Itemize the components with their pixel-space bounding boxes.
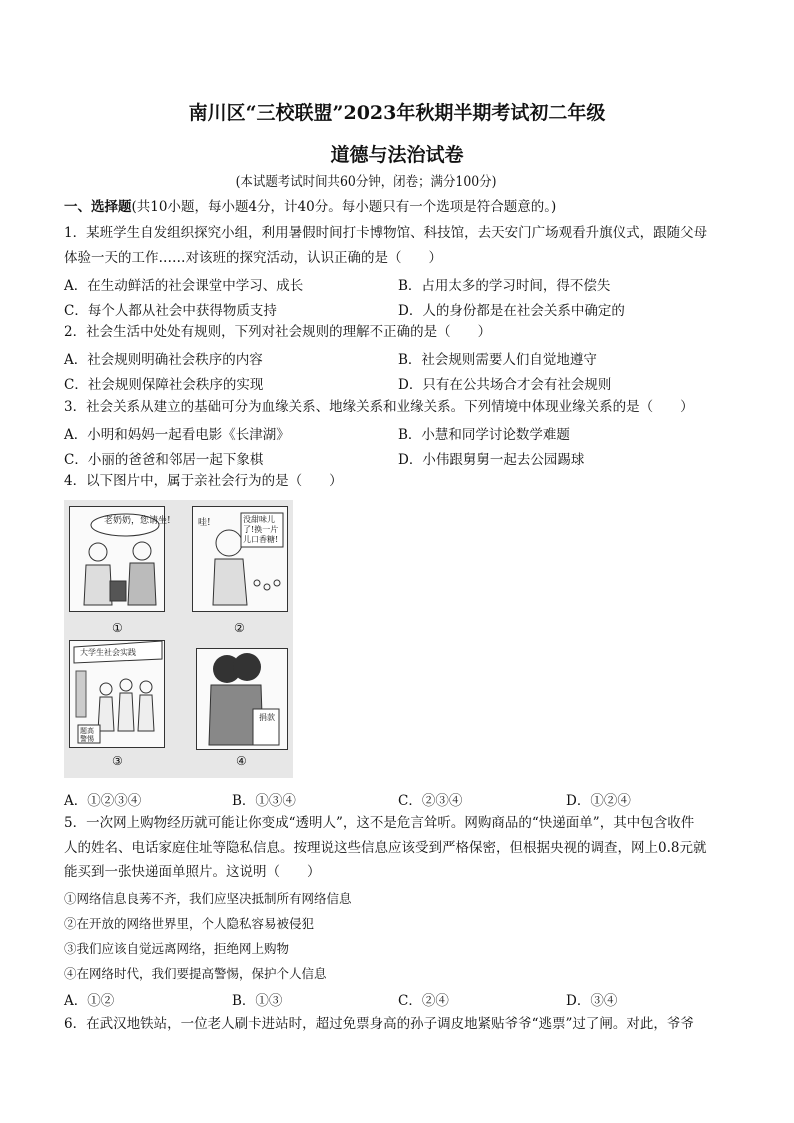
q1-option-a[interactable]: A．在生动鲜活的社会课堂中学习、成长 bbox=[64, 278, 304, 294]
q3-stem: 3．社会关系从建立的基础可分为血缘关系、地缘关系和业缘关系。下列情境中体现业缘关系的是（ ） bbox=[64, 399, 694, 415]
q5-statement-2: ②在开放的网络世界里，个人隐私容易被侵犯 bbox=[64, 916, 315, 931]
panel-4-box-label: 捐款 bbox=[259, 713, 275, 722]
q3-option-b[interactable]: B．小慧和同学讨论数学难题 bbox=[398, 427, 570, 443]
q4-stem: 4．以下图片中，属于亲社会行为的是（ ） bbox=[64, 473, 343, 489]
section-title: 一、选择题 bbox=[64, 199, 132, 215]
q1-stem-line2: 体验一天的工作……对该班的探究活动，认识正确的是（ ） bbox=[64, 250, 442, 266]
panel-1-speech: 老奶奶，您请坐! bbox=[104, 516, 171, 526]
q1-stem-line1: 1．某班学生自发组织探究小组，利用暑假时间打卡博物馆、科技馆，去天安门广场观看升旗仪式，跟随父母 bbox=[64, 225, 708, 241]
exam-note: (本试题考试时间共60分钟，闭卷；满分100分) bbox=[235, 174, 497, 190]
section-heading bbox=[64, 198, 556, 216]
q1-option-b[interactable]: B．占用太多的学习时间，得不偿失 bbox=[398, 278, 611, 294]
q5-option-d[interactable]: D．③④ bbox=[566, 993, 618, 1009]
q5-statement-3: ③我们应该自觉远离网络，拒绝网上购物 bbox=[64, 941, 290, 956]
panel-label-3: ③ bbox=[112, 754, 123, 768]
q5-stem-line1: 5．一次网上购物经历就可能让你变成“透明人”，这不是危言耸听。网购商品的“快递面单”，其中包含收件 bbox=[64, 815, 695, 831]
q5-stem-line3: 能买到一张快递面单照片。这说明（ ） bbox=[64, 864, 321, 880]
panel-label-1: ① bbox=[112, 621, 123, 635]
q4-option-c[interactable]: C．②③④ bbox=[398, 793, 463, 809]
q5-option-b[interactable]: B．①③ bbox=[232, 993, 283, 1009]
panel-4-drawing bbox=[197, 649, 287, 749]
q2-option-b[interactable]: B．社会规则需要人们自觉地遵守 bbox=[398, 352, 597, 368]
q6-stem-line1: 6．在武汉地铁站，一位老人刷卡进站时，超过免票身高的孙子调皮地紧贴爷爷“逃票”过了闸。对此，爷爷 bbox=[64, 1016, 694, 1032]
panel-2-exclaim: 哇! bbox=[198, 518, 211, 528]
q2-option-a[interactable]: A．社会规则明确社会秩序的内容 bbox=[64, 352, 263, 368]
q2-option-c[interactable]: C．社会规则保障社会秩序的实现 bbox=[64, 377, 264, 393]
panel-2-speech: 没甜味儿了!换一片儿口香糖! bbox=[243, 515, 279, 544]
comic-panel-1 bbox=[69, 506, 171, 612]
q1-option-c[interactable]: C．每个人都从社会中获得物质支持 bbox=[64, 303, 277, 319]
panel-label-2: ② bbox=[234, 621, 245, 635]
q3-option-c[interactable]: C．小丽的爸爸和邻居一起下象棋 bbox=[64, 452, 264, 468]
q5-statement-1: ①网络信息良莠不齐，我们应坚决抵制所有网络信息 bbox=[64, 891, 352, 906]
panel-label-4: ④ bbox=[236, 754, 247, 768]
q5-option-a[interactable]: A．①② bbox=[64, 993, 115, 1009]
q5-statement-4: ④在网络时代，我们要提高警惕，保护个人信息 bbox=[64, 966, 327, 981]
comic-panel-3 bbox=[69, 640, 165, 748]
panel-3-banner: 大学生社会实践 bbox=[80, 648, 136, 657]
exam-title: 南川区“三校联盟”2023年秋期半期考试初二年级 bbox=[188, 102, 606, 124]
q3-option-d[interactable]: D．小伟跟舅舅一起去公园踢球 bbox=[398, 452, 585, 468]
q4-option-d[interactable]: D．①②④ bbox=[566, 793, 631, 809]
q3-option-a[interactable]: A．小明和妈妈一起看电影《长津湖》 bbox=[64, 427, 290, 443]
q2-option-d[interactable]: D．只有在公共场合才会有社会规则 bbox=[398, 377, 612, 393]
section-desc: (共10小题，每小题4分，计40分。每小题只有一个选项是符合题意的。) bbox=[131, 199, 557, 215]
comic-panel-4 bbox=[196, 648, 288, 750]
q4-comic-figure bbox=[64, 500, 293, 778]
q1-option-d[interactable]: D．人的身份都是在社会关系中确定的 bbox=[398, 303, 625, 319]
q5-option-c[interactable]: C．②④ bbox=[398, 993, 449, 1009]
q5-stem-line2: 人的姓名、电话家庭住址等隐私信息。按理说这些信息应该受到严格保密，但根据央视的调查，网上0.8元就 bbox=[64, 840, 707, 856]
q4-option-a[interactable]: A．①②③④ bbox=[64, 793, 142, 809]
panel-3-sign: 题高警惕 bbox=[80, 727, 94, 743]
q4-option-b[interactable]: B．①③④ bbox=[232, 793, 296, 809]
q2-stem: 2．社会生活中处处有规则，下列对社会规则的理解不正确的是（ ） bbox=[64, 324, 492, 340]
comic-panel-2 bbox=[192, 506, 288, 612]
exam-subtitle: 道德与法治试卷 bbox=[330, 144, 464, 166]
